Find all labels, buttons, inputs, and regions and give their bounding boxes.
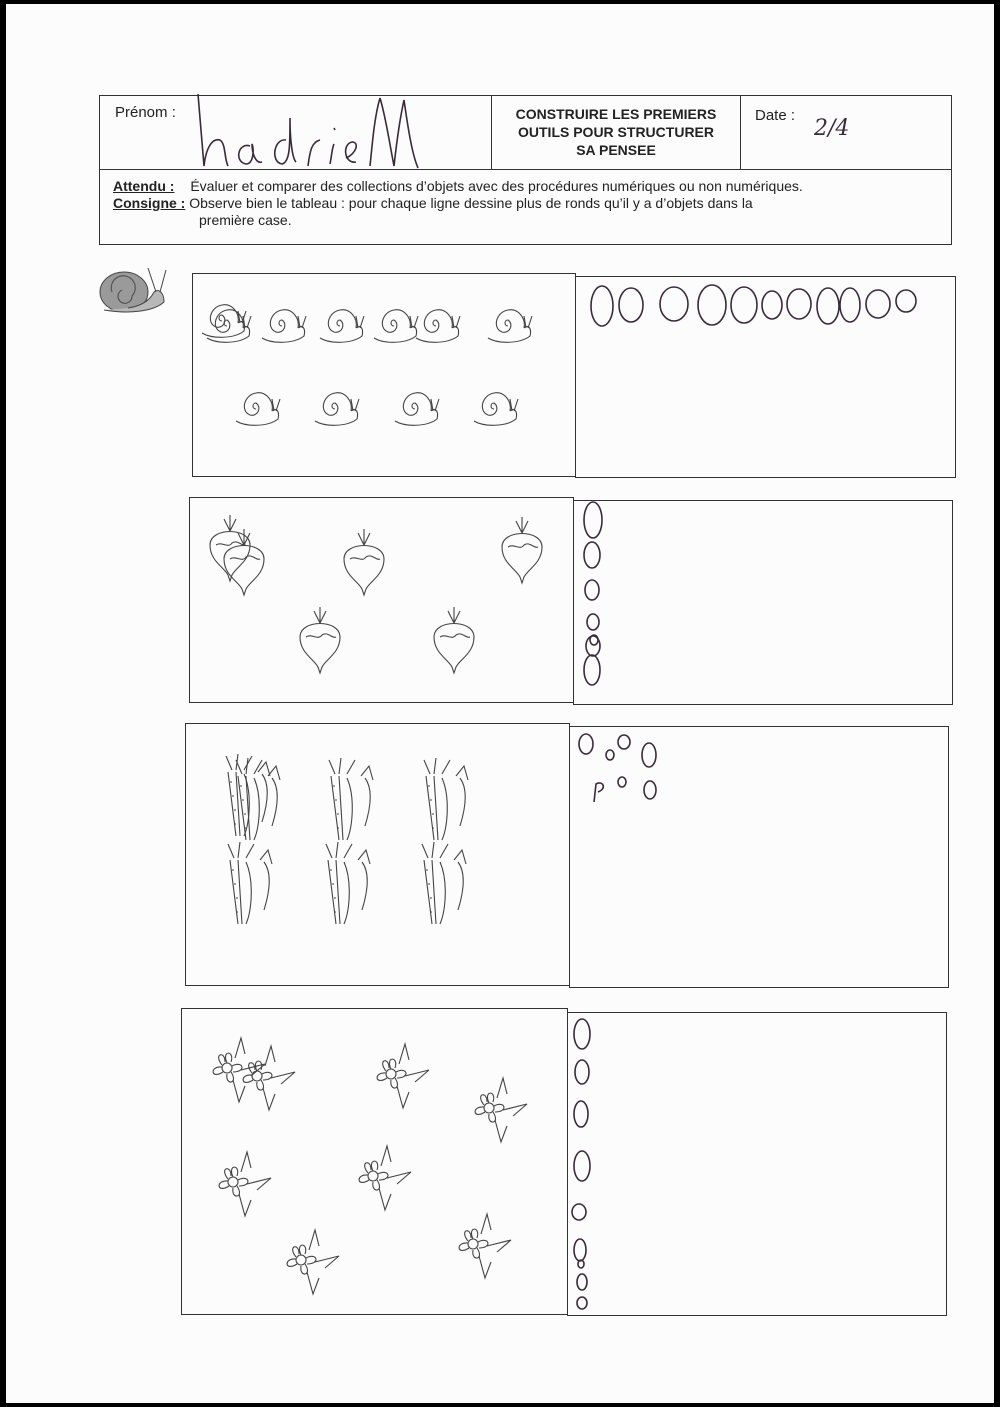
row-3-carrots: [222, 752, 492, 932]
attendu-text: Évaluer et comparer des collections d’objets avec des procédures numériques ou non numériques.: [190, 178, 803, 194]
title-line-2: OUTILS POUR STRUCTURER: [518, 124, 714, 140]
header-col-divider-1: [491, 95, 492, 169]
consigne-text-line-1: Observe bien le tableau : pour chaque ligne dessine plus de ronds qu’il y a d’objets dans la: [189, 195, 753, 211]
attendu-label: Attendu :: [113, 178, 175, 194]
row-4-drawn-circles: [566, 1014, 606, 1314]
student-name-handwriting: [190, 88, 430, 173]
row-1-drawn-circles: [588, 282, 928, 332]
worksheet-title: [495, 105, 737, 159]
row-3-drawn-circles: [574, 728, 674, 808]
date-label: Date :: [755, 107, 796, 124]
row-1-snails: [200, 295, 560, 445]
title-line-3: SA PENSEE: [576, 142, 656, 158]
row-4-answer-cell[interactable]: [567, 1012, 947, 1316]
header-col-divider-2: [740, 95, 741, 169]
row-2-radishes: [210, 505, 540, 675]
consigne-text-line-2: première case.: [199, 212, 292, 228]
snail-logo-icon: [98, 262, 173, 317]
instructions: [113, 178, 933, 229]
date-value: 2/4: [814, 116, 850, 141]
row-4-flowers: [205, 1030, 535, 1300]
row-2-drawn-circles: [578, 500, 618, 690]
row-2-answer-cell[interactable]: [573, 500, 953, 705]
title-line-1: CONSTRUIRE LES PREMIERS: [515, 106, 717, 122]
consigne-label: Consigne :: [113, 195, 186, 211]
prenom-label: Prénom :: [115, 104, 176, 121]
